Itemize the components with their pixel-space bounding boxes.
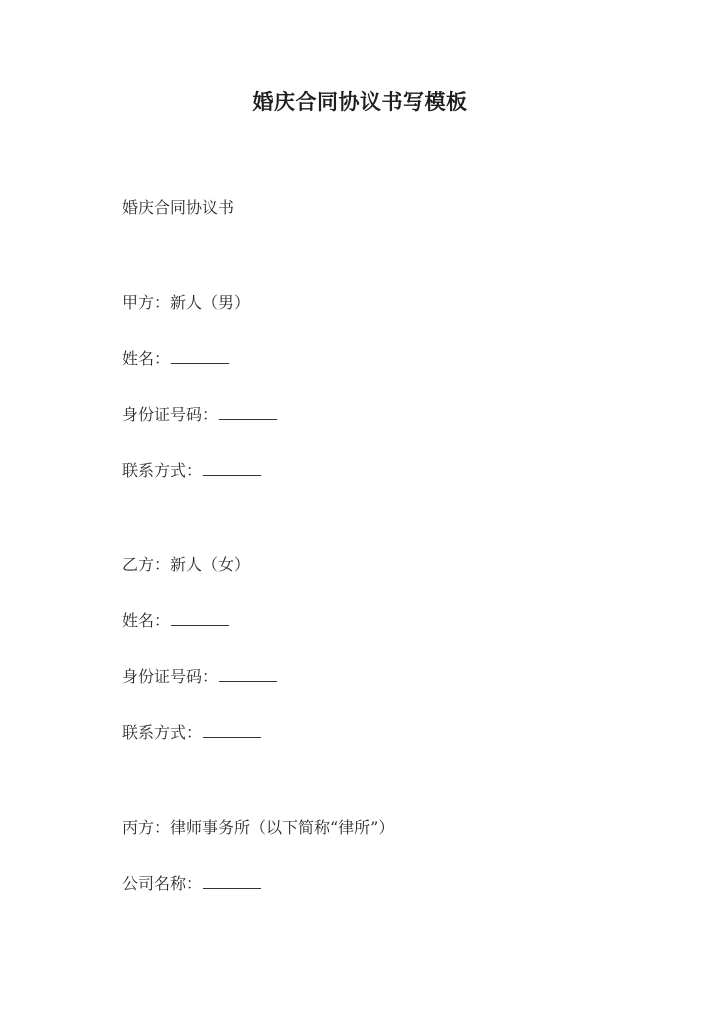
party-c-company-label: 公司名称： xyxy=(122,874,203,893)
party-a-contact-line xyxy=(122,461,261,481)
agreement-subtitle: 婚庆合同协议书 xyxy=(122,198,235,217)
party-b-contact-line xyxy=(122,723,261,743)
party-b-contact-label: 联系方式： xyxy=(122,723,203,742)
party-c-company-blank[interactable] xyxy=(203,874,261,889)
party-b-id-blank[interactable] xyxy=(219,667,277,682)
party-b-name-label: 姓名： xyxy=(122,611,171,630)
party-b-name-blank[interactable] xyxy=(171,611,229,626)
party-a-name-blank[interactable] xyxy=(171,349,229,364)
party-a-id-line xyxy=(122,405,277,425)
party-a-name-line xyxy=(122,349,229,369)
document-title: 婚庆合同协议书写模板 xyxy=(252,89,468,114)
party-a-contact-label: 联系方式： xyxy=(122,461,203,480)
party-b-contact-blank[interactable] xyxy=(203,723,261,738)
party-a-name-label: 姓名： xyxy=(122,349,171,368)
party-b-id-line xyxy=(122,667,277,687)
party-a-heading: 甲方：新人（男） xyxy=(122,293,251,312)
party-b-id-label: 身份证号码： xyxy=(122,667,219,686)
party-c-company-line xyxy=(122,874,261,894)
party-a-id-blank[interactable] xyxy=(219,405,277,420)
party-a-contact-blank[interactable] xyxy=(203,461,261,476)
party-b-name-line xyxy=(122,611,229,631)
party-a-id-label: 身份证号码： xyxy=(122,405,219,424)
party-b-heading: 乙方：新人（女） xyxy=(122,555,251,574)
party-c-heading: 丙方：律师事务所（以下简称“律所”） xyxy=(122,818,395,837)
